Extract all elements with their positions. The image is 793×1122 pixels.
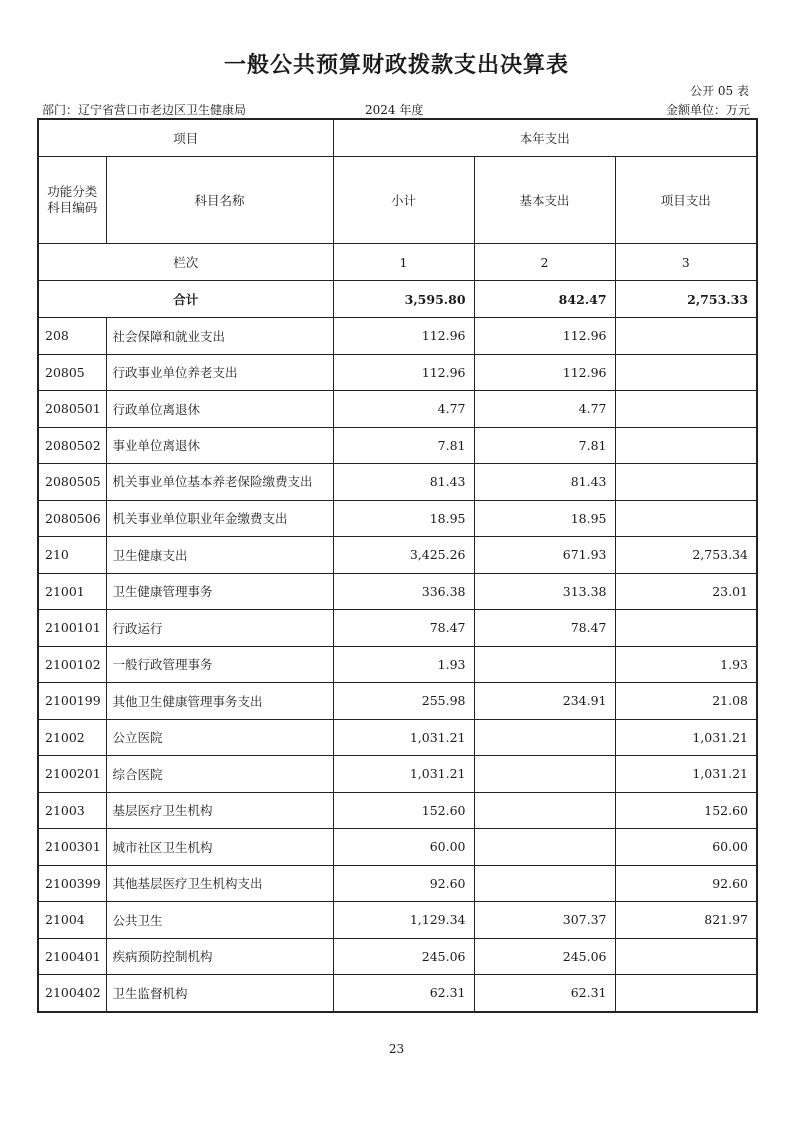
row-subtotal: 81.43 (333, 464, 474, 501)
row-project (615, 318, 757, 355)
row-project: 821.97 (615, 902, 757, 939)
row-name: 卫生健康支出 (106, 537, 333, 574)
row-code: 2080501 (38, 391, 106, 428)
row-code: 2100102 (38, 646, 106, 683)
row-subtotal: 18.95 (333, 500, 474, 537)
row-basic: 78.47 (474, 610, 615, 647)
row-subtotal: 4.77 (333, 391, 474, 428)
row-subtotal: 62.31 (333, 975, 474, 1012)
table-row (38, 719, 757, 756)
row-code: 21001 (38, 573, 106, 610)
row-name: 疾病预防控制机构 (106, 938, 333, 975)
row-basic: 7.81 (474, 427, 615, 464)
row-project: 2,753.34 (615, 537, 757, 574)
row-code: 2080502 (38, 427, 106, 464)
table-row (38, 427, 757, 464)
row-subtotal: 112.96 (333, 318, 474, 355)
row-project (615, 464, 757, 501)
row-subtotal: 78.47 (333, 610, 474, 647)
row-name: 其他基层医疗卫生机构支出 (106, 865, 333, 902)
row-code: 2100101 (38, 610, 106, 647)
row-subtotal: 336.38 (333, 573, 474, 610)
total-basic: 842.47 (474, 281, 615, 318)
row-project: 1,031.21 (615, 756, 757, 793)
row-project (615, 610, 757, 647)
table-row (38, 756, 757, 793)
table-row (38, 500, 757, 537)
row-name: 其他卫生健康管理事务支出 (106, 683, 333, 720)
table-row (38, 902, 757, 939)
row-project: 1,031.21 (615, 719, 757, 756)
row-basic: 62.31 (474, 975, 615, 1012)
row-basic: 234.91 (474, 683, 615, 720)
row-project (615, 391, 757, 428)
row-project (615, 975, 757, 1012)
table-row (38, 573, 757, 610)
row-code: 20805 (38, 354, 106, 391)
header-name: 科目名称 (106, 157, 333, 244)
row-basic: 18.95 (474, 500, 615, 537)
row-subtotal: 60.00 (333, 829, 474, 866)
row-code: 2100301 (38, 829, 106, 866)
amount-unit: 金额单位：万元 (665, 103, 750, 117)
row-code: 2100399 (38, 865, 106, 902)
table-row (38, 610, 757, 647)
row-project (615, 354, 757, 391)
row-code: 21003 (38, 792, 106, 829)
header-current-expense: 本年支出 (333, 119, 757, 157)
total-label: 合计 (38, 281, 333, 318)
row-project: 21.08 (615, 683, 757, 720)
row-subtotal: 255.98 (333, 683, 474, 720)
row-basic: 307.37 (474, 902, 615, 939)
row-subtotal: 1.93 (333, 646, 474, 683)
row-basic: 112.96 (474, 318, 615, 355)
row-basic: 245.06 (474, 938, 615, 975)
header-project: 项目 (38, 119, 333, 157)
row-basic: 313.38 (474, 573, 615, 610)
report-title: 一般公共预算财政拨款支出决算表 (223, 53, 569, 78)
header-basic: 基本支出 (474, 157, 615, 244)
row-name: 行政运行 (106, 610, 333, 647)
row-name: 城市社区卫生机构 (106, 829, 333, 866)
row-project: 23.01 (615, 573, 757, 610)
row-name: 基层医疗卫生机构 (106, 792, 333, 829)
page-number: 23 (388, 1042, 405, 1056)
row-name: 卫生健康管理事务 (106, 573, 333, 610)
header-project-expense: 项目支出 (615, 157, 757, 244)
row-name: 公立医院 (106, 719, 333, 756)
row-subtotal: 152.60 (333, 792, 474, 829)
row-name: 机关事业单位基本养老保险缴费支出 (106, 464, 333, 501)
row-subtotal: 1,129.34 (333, 902, 474, 939)
row-name: 卫生监督机构 (106, 975, 333, 1012)
row-subtotal: 1,031.21 (333, 719, 474, 756)
table-row (38, 829, 757, 866)
header-column-label: 栏次 (38, 244, 333, 281)
row-name: 行政事业单位养老支出 (106, 354, 333, 391)
row-code: 2080506 (38, 500, 106, 537)
total-row (38, 281, 757, 318)
table-row (38, 792, 757, 829)
row-project (615, 500, 757, 537)
row-project: 1.93 (615, 646, 757, 683)
row-basic (474, 865, 615, 902)
row-project (615, 938, 757, 975)
table-row (38, 646, 757, 683)
row-name: 事业单位离退休 (106, 427, 333, 464)
table-row (38, 683, 757, 720)
table-row (38, 537, 757, 574)
row-project: 60.00 (615, 829, 757, 866)
row-name: 公共卫生 (106, 902, 333, 939)
table-row (38, 391, 757, 428)
table-row (38, 975, 757, 1012)
header-col-3: 3 (615, 244, 757, 281)
row-basic: 112.96 (474, 354, 615, 391)
table-row (38, 464, 757, 501)
row-basic: 671.93 (474, 537, 615, 574)
row-name: 综合医院 (106, 756, 333, 793)
row-name: 机关事业单位职业年金缴费支出 (106, 500, 333, 537)
fiscal-year: 2024 年度 (365, 103, 424, 117)
row-basic (474, 829, 615, 866)
header-subtotal: 小计 (333, 157, 474, 244)
row-project: 152.60 (615, 792, 757, 829)
row-basic (474, 719, 615, 756)
table-row (38, 938, 757, 975)
row-basic: 4.77 (474, 391, 615, 428)
row-subtotal: 1,031.21 (333, 756, 474, 793)
row-code: 2100201 (38, 756, 106, 793)
row-code: 21002 (38, 719, 106, 756)
table-row (38, 354, 757, 391)
row-code: 2080505 (38, 464, 106, 501)
row-code: 208 (38, 318, 106, 355)
header-col-1: 1 (333, 244, 474, 281)
row-code: 2100199 (38, 683, 106, 720)
row-code: 210 (38, 537, 106, 574)
row-name: 一般行政管理事务 (106, 646, 333, 683)
row-basic (474, 756, 615, 793)
total-subtotal: 3,595.80 (333, 281, 474, 318)
form-number: 公开 05 表 (690, 84, 749, 98)
row-subtotal: 3,425.26 (333, 537, 474, 574)
row-name: 行政单位离退休 (106, 391, 333, 428)
table-row (38, 318, 757, 355)
row-name: 社会保障和就业支出 (106, 318, 333, 355)
header-col-2: 2 (474, 244, 615, 281)
row-subtotal: 112.96 (333, 354, 474, 391)
row-subtotal: 245.06 (333, 938, 474, 975)
row-code: 2100402 (38, 975, 106, 1012)
row-subtotal: 92.60 (333, 865, 474, 902)
table-row (38, 865, 757, 902)
department-label: 部门：辽宁省营口市老边区卫生健康局 (42, 103, 247, 117)
row-basic (474, 646, 615, 683)
row-project (615, 427, 757, 464)
row-basic (474, 792, 615, 829)
expenditure-table (37, 118, 758, 1013)
row-code: 21004 (38, 902, 106, 939)
row-subtotal: 7.81 (333, 427, 474, 464)
row-basic: 81.43 (474, 464, 615, 501)
row-code: 2100401 (38, 938, 106, 975)
header-code: 功能分类科目编码 (38, 157, 106, 244)
row-project: 92.60 (615, 865, 757, 902)
report-meta (42, 101, 750, 117)
total-project: 2,753.33 (615, 281, 757, 318)
